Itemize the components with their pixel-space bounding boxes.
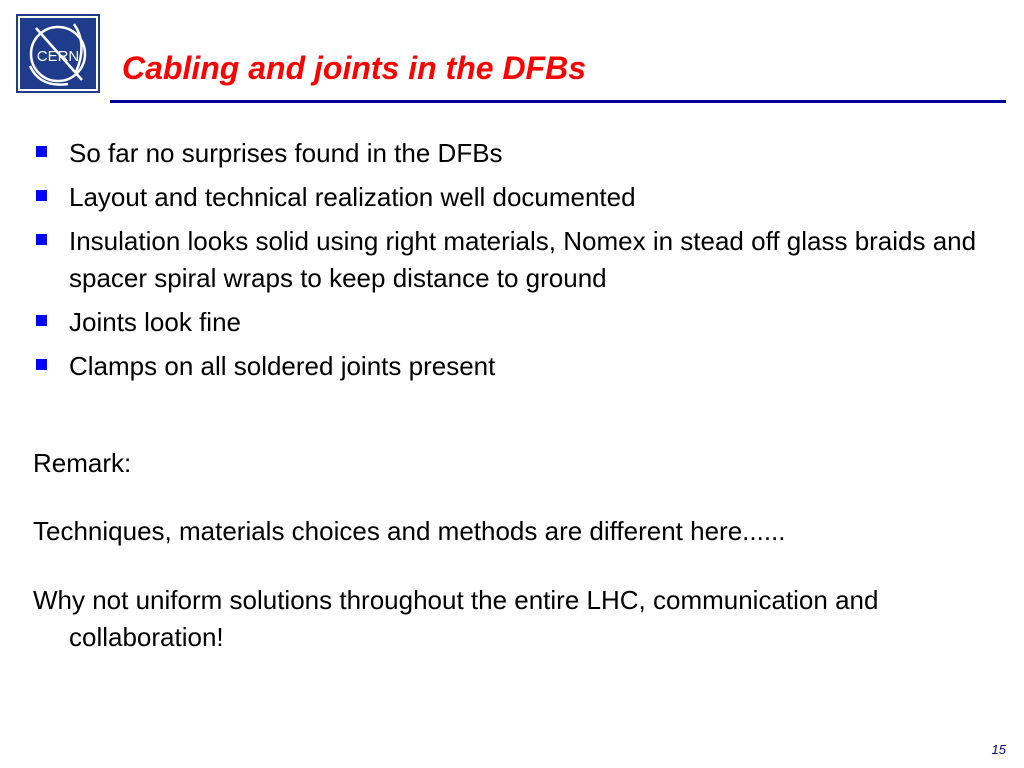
square-bullet-icon (36, 190, 47, 201)
bullet-item (34, 223, 994, 297)
cern-logo-text: CERN (36, 48, 80, 65)
bullet-item (34, 348, 994, 385)
bullet-text: Insulation looks solid using right materials, Nomex in stead off glass braids and spacer spiral wraps to keep distance to ground (69, 226, 977, 293)
bullet-text: Layout and technical realization well documented (69, 182, 636, 212)
cern-logo-icon (16, 14, 100, 93)
remark-paragraph: Techniques, materials choices and methods are different here...... (33, 516, 786, 546)
square-bullet-icon (36, 359, 47, 370)
cern-logo (16, 14, 100, 93)
bullet-text: Joints look fine (69, 307, 241, 337)
bullet-item (34, 179, 994, 216)
slide-title: Cabling and joints in the DFBs (122, 50, 586, 86)
square-bullet-icon (36, 146, 47, 157)
page-number: 15 (991, 742, 1006, 757)
bullet-item (34, 135, 994, 172)
square-bullet-icon (36, 234, 47, 245)
title-divider (110, 100, 1006, 103)
remark-label: Remark: (33, 448, 132, 478)
bullet-list (34, 135, 994, 392)
square-bullet-icon (36, 315, 47, 326)
remark-paragraph: Why not uniform solutions throughout the entire LHC, communication and collaboration! (33, 585, 879, 652)
bullet-item (34, 304, 994, 341)
bullet-text: So far no surprises found in the DFBs (69, 138, 503, 168)
bullet-text: Clamps on all soldered joints present (69, 351, 496, 381)
